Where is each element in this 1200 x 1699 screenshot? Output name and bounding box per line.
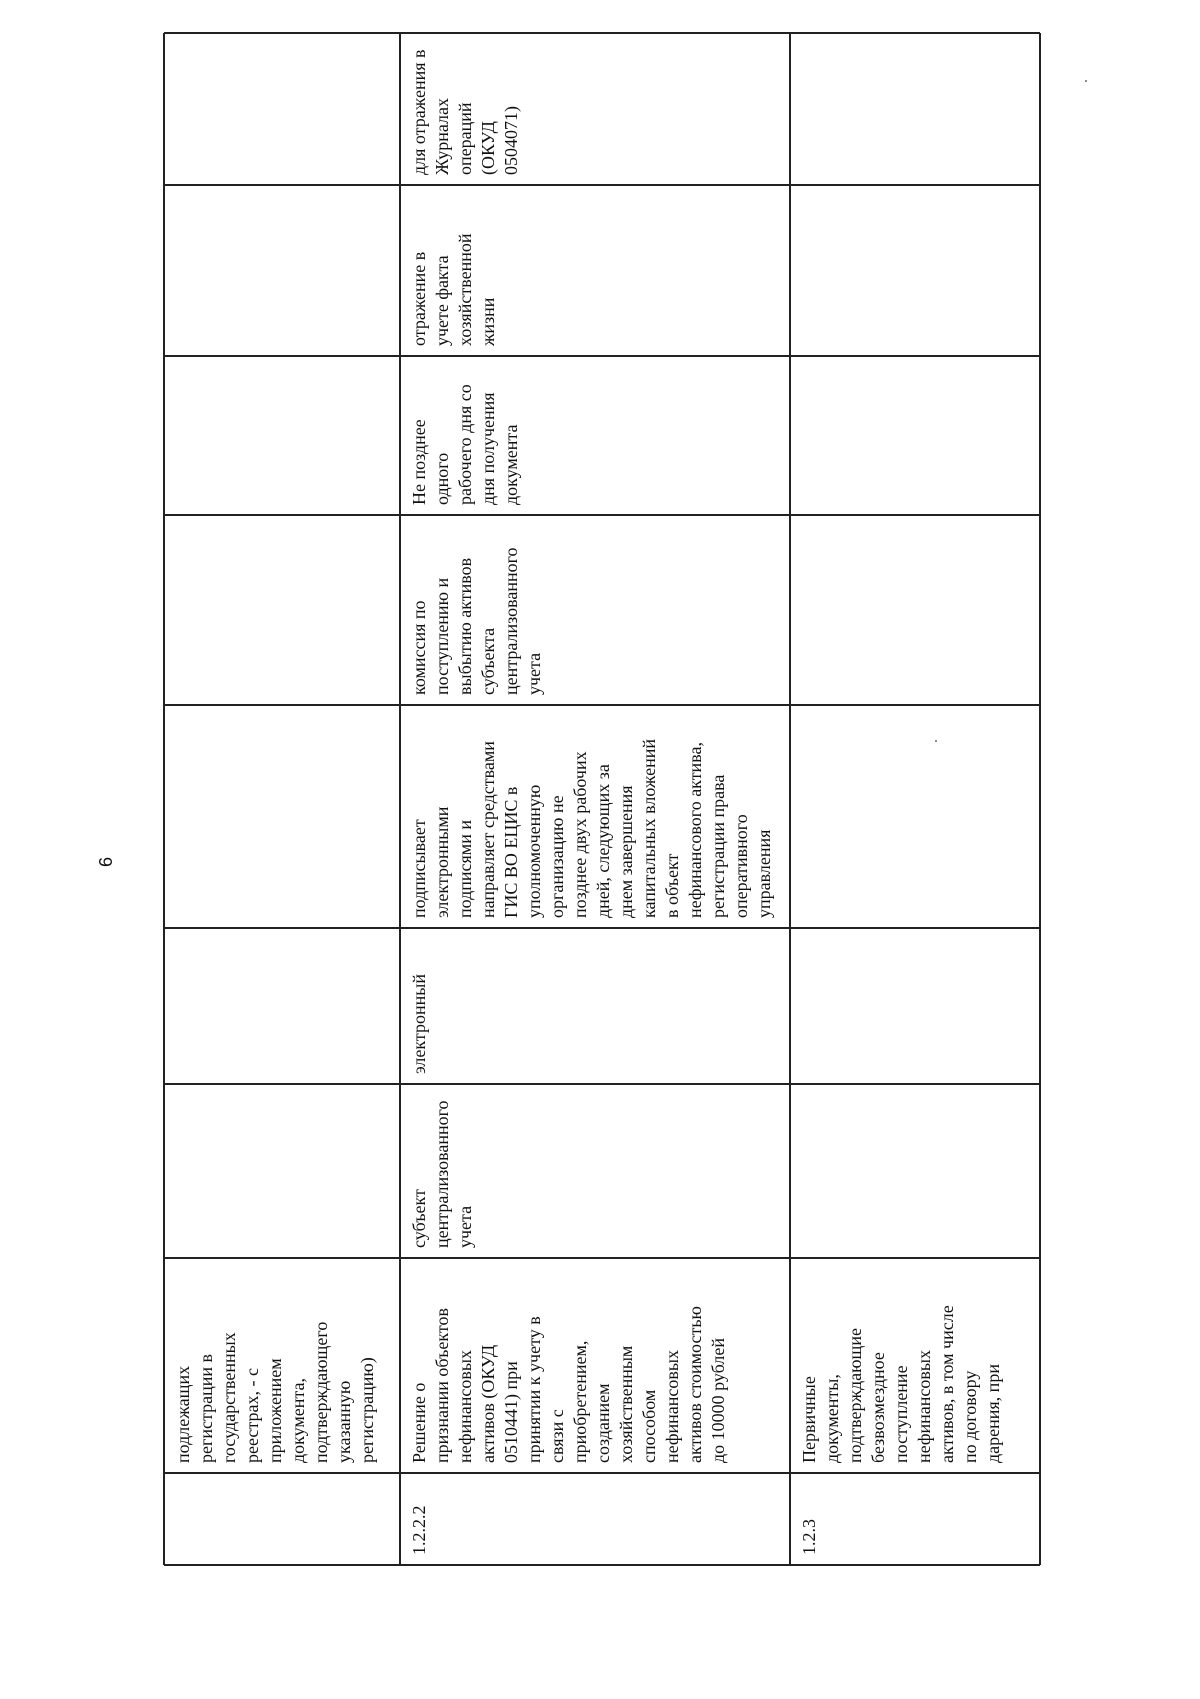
- table-row-border: [1039, 33, 1041, 1565]
- cell-text: электронный: [409, 974, 429, 1074]
- table-cell-purpose: [790, 185, 1040, 356]
- cell-text: [164, 356, 400, 515]
- cell-text: для отражения в Журналах операций (ОКУД 0504071): [409, 49, 521, 175]
- table-cell-doc: [164, 1258, 400, 1473]
- table-cell-who: [400, 1084, 790, 1258]
- table-cell-note: [400, 33, 790, 185]
- table-cell-who: [790, 1084, 1040, 1258]
- cell-text: субъект централизованного учета: [409, 1100, 475, 1248]
- table-cell-form: [400, 928, 790, 1084]
- table-cell-commission: [400, 515, 790, 705]
- cell-text: Первичные документы, подтверждающие безвозмездное поступление нефинансовых активов, в том числе по договору дарения, при: [799, 1305, 1003, 1463]
- cell-text: [164, 33, 400, 185]
- cell-text: [164, 928, 400, 1084]
- table-cell-form: [790, 928, 1040, 1084]
- cell-text: [790, 928, 1040, 1084]
- cell-text: [790, 705, 1040, 928]
- table-column-border: [164, 184, 1040, 186]
- cell-text: [164, 515, 400, 705]
- page-number: 6: [96, 857, 116, 868]
- cell-text: [164, 185, 400, 356]
- table-cell-action: [400, 705, 790, 928]
- table-column-border: [164, 355, 1040, 357]
- cell-text: [790, 185, 1040, 356]
- table-cell-num: [164, 1473, 400, 1565]
- table-column-border: [164, 1083, 1040, 1085]
- table-column-border: [164, 704, 1040, 706]
- table-cell-purpose: [400, 185, 790, 356]
- table-cell-num: [790, 1473, 1040, 1565]
- table-row-border: [789, 33, 791, 1565]
- table-row-border: [163, 33, 165, 1565]
- table-cell-deadline: [400, 356, 790, 515]
- cell-text: подлежащих регистрации в государственных реестрах, - с приложением документа, подтверждающего указанную регистрацию): [173, 1321, 377, 1463]
- table-cell-doc: [790, 1258, 1040, 1473]
- cell-text: [164, 1473, 400, 1565]
- table-row-border: [399, 33, 401, 1565]
- table-cell-action: [790, 705, 1040, 928]
- scan-speck: [935, 740, 937, 742]
- table-cell-commission: [164, 515, 400, 705]
- cell-text: [164, 1084, 400, 1258]
- table-column-border: [164, 32, 1040, 34]
- cell-text: [790, 33, 1040, 185]
- table-cell-commission: [790, 515, 1040, 705]
- table-column-border: [164, 1257, 1040, 1259]
- cell-text: комиссия по поступлению и выбытию активов субъекта централизованного учета: [409, 547, 544, 695]
- table-cell-num: [400, 1473, 790, 1565]
- table-column-border: [164, 1472, 1040, 1474]
- cell-text: 1.2.2.2: [409, 1505, 429, 1555]
- table-column-border: [164, 514, 1040, 516]
- cell-text: подписывает электронными подписями и направляет средствами ГИС ВО ЕЦИС в уполномоченную организацию не позднее двух рабочих дней, следующих за днем завершения капитальных вложений в объект нефинансового актива, регистрации права оперативного управления: [409, 738, 774, 918]
- scan-speck: [1085, 80, 1087, 82]
- table-cell-deadline: [790, 356, 1040, 515]
- cell-text: Не позднее одного рабочего дня со дня получения документа: [409, 384, 521, 505]
- cell-text: 1.2.3: [799, 1519, 819, 1555]
- cell-text: Решение о признании объектов нефинансовых активов (ОКУД 0510441) при принятии к учету в связи с приобретением, созданием хозяйственным способом нефинансовых активов стоимостью до 10000 рублей: [409, 1306, 728, 1463]
- table-cell-deadline: [164, 356, 400, 515]
- table-cell-doc: [400, 1258, 790, 1473]
- table-column-border: [164, 1564, 1040, 1566]
- table-cell-purpose: [164, 185, 400, 356]
- cell-text: [790, 1084, 1040, 1258]
- table-cell-form: [164, 928, 400, 1084]
- table-cell-note: [164, 33, 400, 185]
- table-cell-note: [790, 33, 1040, 185]
- cell-text: [790, 515, 1040, 705]
- table-column-border: [164, 927, 1040, 929]
- cell-text: отражение в учете факта хозяйственной жизни: [409, 233, 498, 346]
- cell-text: [164, 705, 400, 928]
- table-cell-action: [164, 705, 400, 928]
- table-cell-who: [164, 1084, 400, 1258]
- cell-text: [790, 356, 1040, 515]
